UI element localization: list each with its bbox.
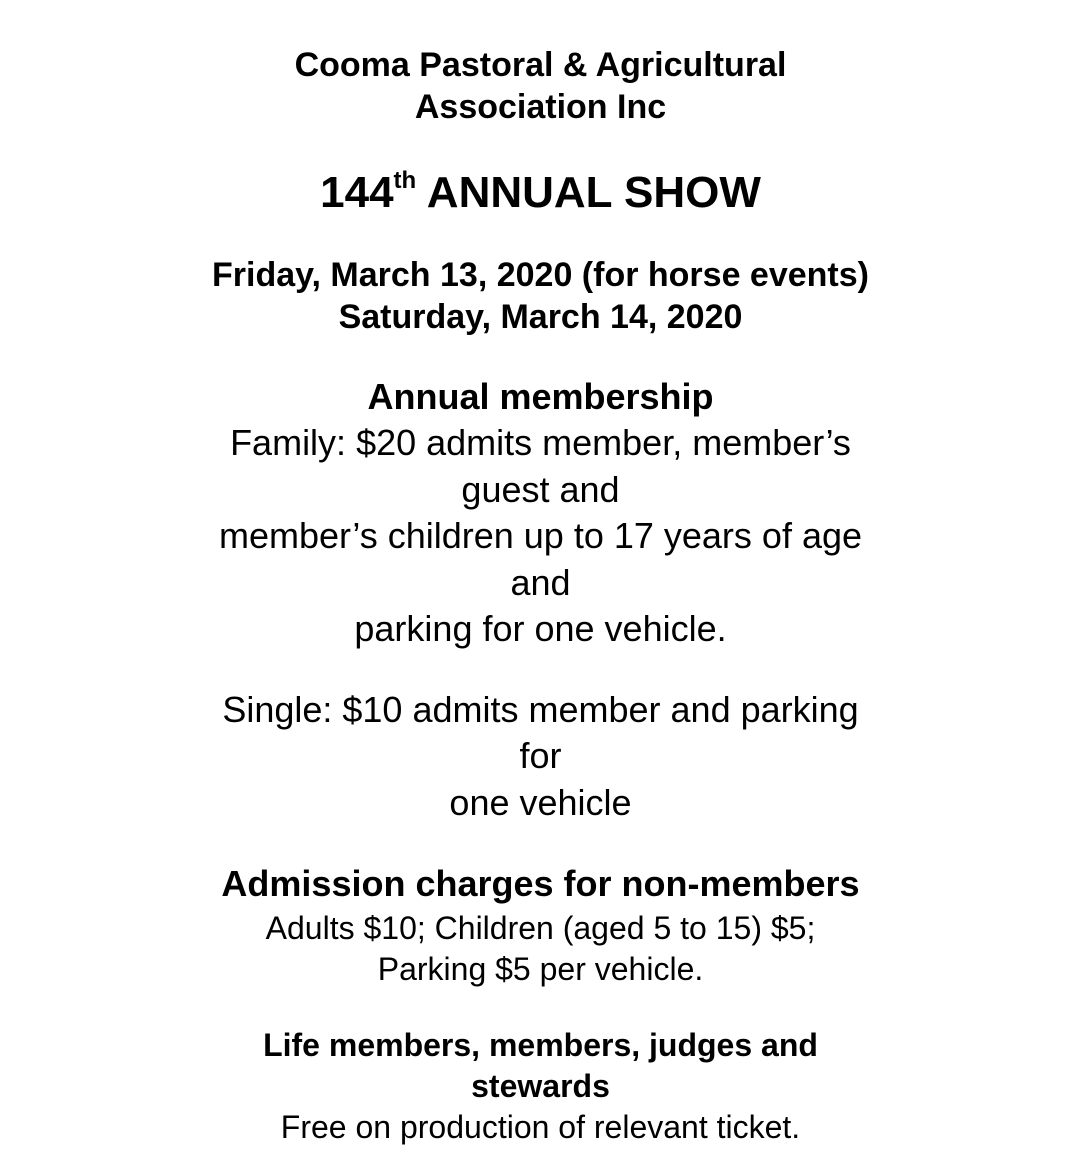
life-heading-line-1: Life members, members, judges and	[263, 1027, 818, 1063]
single-line-3: one vehicle	[449, 782, 632, 823]
family-line-1: Family: $20 admits member, member’s	[230, 422, 851, 463]
single-line-1: Single: $10 admits member and parking	[222, 689, 859, 730]
family-line-2: guest and	[461, 469, 620, 510]
admission-line-1: Adults $10; Children (aged 5 to 15) $5;	[265, 910, 816, 946]
family-line-4: and	[510, 562, 571, 603]
show-title	[0, 167, 1073, 217]
admission-heading: Admission charges for non-members	[221, 863, 860, 904]
family-line-3: member’s children up to 17 years of age	[218, 515, 863, 556]
org-name-line-1: Cooma Pastoral & Agricultural	[294, 46, 787, 84]
date-saturday: Saturday, March 14, 2020	[338, 298, 743, 336]
admission-line-2: Parking $5 per vehicle.	[377, 951, 704, 987]
single-line-2: for	[519, 735, 562, 776]
show-number-suffix: th	[393, 167, 417, 194]
date-friday: Friday, March 13, 2020 (for horse events)	[212, 256, 869, 294]
family-line-5: parking for one vehicle.	[354, 608, 727, 649]
show-title-text: ANNUAL SHOW	[426, 168, 761, 217]
show-number: 144	[320, 168, 394, 217]
org-name-line-2: Association Inc	[414, 88, 667, 126]
membership-heading: Annual membership	[367, 376, 714, 417]
life-note: Free on production of relevant ticket.	[280, 1109, 801, 1145]
life-heading-line-2: stewards	[471, 1068, 610, 1104]
